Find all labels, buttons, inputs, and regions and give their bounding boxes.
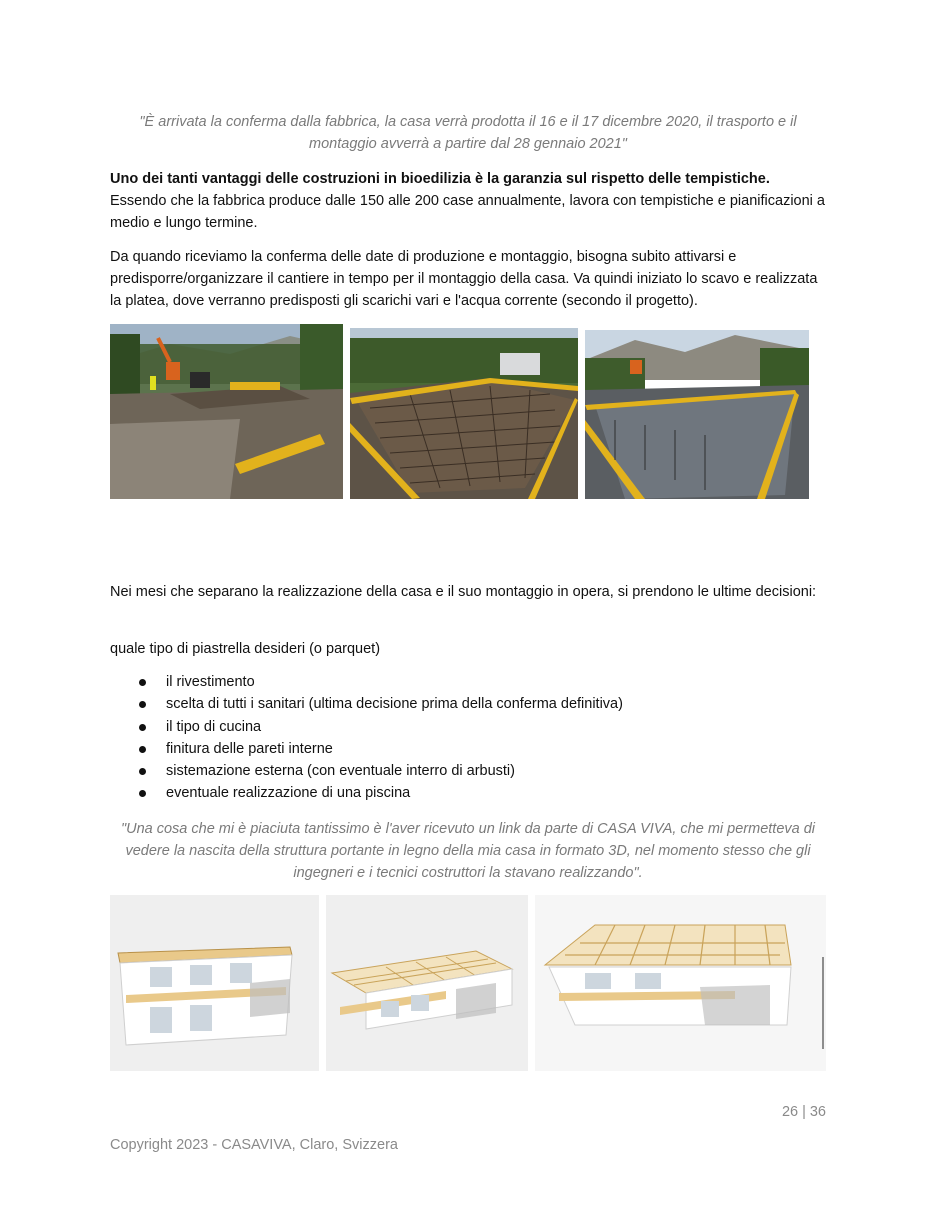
testimonial-quote: "Una cosa che mi è piaciuta tantissimo è l'aver ricevuto un link da parte di CASA VIVA, che mi permetteva di vedere la nascita della struttura portante in legno della mia casa in formato 3D, nel momento stesso che gli ingegneri e i tecnici costruttori la stavano realizzando". (120, 821, 816, 881)
list-item: eventuale realizzazione di una piscina (110, 782, 810, 804)
list-item: sistemazione esterna (con eventuale interro di arbusti) (110, 760, 810, 782)
intro-bold-sentence: Uno dei tanti vantaggi delle costruzioni in bioedilizia è la garanzia sul rispetto delle tempistiche. (110, 171, 770, 187)
render-3d-roof-beams (535, 895, 826, 1071)
top-quote: "È arrivata la conferma dalla fabbrica, la casa verrà prodotta il 16 e il 17 dicembre 2020, il trasporto e il montaggio avverrà a partire dal 28 gennaio 2021" (139, 114, 797, 152)
bullet-icon (139, 724, 146, 731)
tile-choice-line: quale tipo di piastrella desideri (o parquet) (110, 641, 381, 657)
bullet-icon (139, 679, 146, 686)
rebar-slab-photo (350, 328, 578, 499)
decisions-list (110, 671, 810, 805)
list-item: scelta di tutti i sanitari (ultima decisione prima della conferma definitiva) (110, 693, 810, 715)
copyright-footer: Copyright 2023 - CASAVIVA, Claro, Svizzera (110, 1137, 398, 1153)
page-total: 36 (809, 1104, 826, 1120)
bullet-icon (139, 790, 146, 797)
page-separator: | (802, 1104, 806, 1120)
page-number (782, 1104, 826, 1120)
excavation-photo (110, 324, 343, 499)
concrete-slab-photo (585, 330, 809, 499)
intro-paragraph (110, 168, 826, 234)
render-3d-front (110, 895, 319, 1071)
bullet-icon (139, 768, 146, 775)
intro-text: Essendo che la fabbrica produce dalle 150 alle 200 case annualmente, lavora con tempistiche e pianificazioni a medio e lungo termine. (110, 193, 825, 231)
list-item: il tipo di cucina (110, 716, 810, 738)
render-3d-roof-frame (326, 895, 528, 1071)
site-preparation-paragraph: Da quando riceviamo la conferma delle date di produzione e montaggio, bisogna subito attivarsi e predisporre/organizzare il cantiere in tempo per il montaggio della casa. Va quindi iniziato lo scavo e realizzata la platea, dove verranno predisposti gli scarichi vari e l'acqua corrente (secondo il progetto). (110, 249, 818, 309)
page-current: 26 (781, 1104, 799, 1120)
list-item: finitura delle pareti interne (110, 738, 810, 760)
bullet-icon (139, 746, 146, 753)
decisions-intro-paragraph: Nei mesi che separano la realizzazione della casa e il suo montaggio in opera, si prendono le ultime decisioni: (110, 584, 817, 600)
list-item: il rivestimento (110, 671, 810, 693)
bullet-icon (139, 701, 146, 708)
